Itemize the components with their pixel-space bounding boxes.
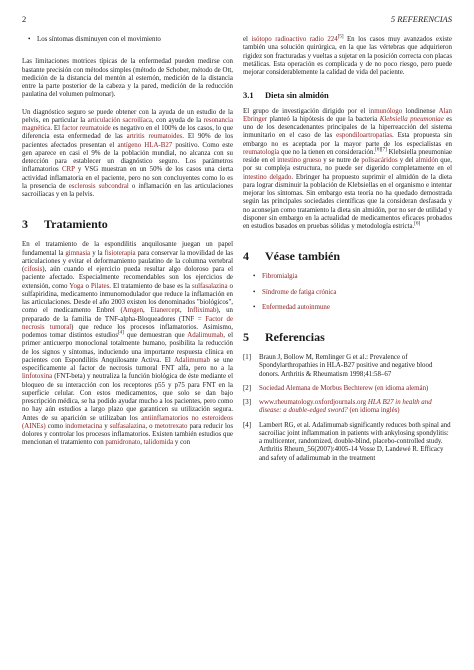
citation-4[interactable]: [4] bbox=[118, 330, 124, 336]
link-sociedad-alemana[interactable]: Sociedad Alemana de Morbus Bechterew (en idioma alemán) bbox=[259, 384, 429, 392]
link-gimnasia[interactable]: gimnasia bbox=[65, 249, 91, 257]
link-fisioterapia[interactable]: fisioterapia bbox=[104, 249, 136, 257]
link-intestino-delgado[interactable]: intestino delgado bbox=[243, 173, 292, 181]
link-pamidronato[interactable]: pamidronato bbox=[105, 439, 141, 447]
link-reumatologia[interactable]: reumatología bbox=[243, 148, 280, 156]
link-esclerosis-subcondral[interactable]: esclerosis subcondral bbox=[68, 182, 129, 190]
link-resonancia-magnetica[interactable]: resonancia magnética bbox=[22, 116, 234, 132]
list-item bbox=[253, 304, 452, 312]
link-fibromialgia[interactable]: Fibromialgia bbox=[262, 273, 298, 281]
citation-6-7[interactable]: [6][7] bbox=[375, 147, 387, 153]
paragraph-diagnostico: Un diagnóstico seguro se puede obtener con la ayuda de un estudio de la pelvis, en particular la articulación sacroilíaca, con ayuda de la resonancia magnética. El factor reumatoide es negativo en el 100% de los casos, lo que diferencia esta enfermedad de las artritis reumatoides. El 90% de los pacientes afectados presentan el antígeno HLA-B27 positivo. Como este gen aparece en casi el 9% de la población mundial, no alcanza con su detección para establecer un diagnóstico seguro. Los parámetros inflamatorios CRP y VSG muestran en un 50% de los casos una cierta actividad inflamatoria en el paciente, pero no son concluyentes como lo es la presencia de esclerosis subcondral o inflamación en las articulaciones sacroilíacas y en la pelvis. bbox=[22, 108, 234, 198]
section-heading-referencias: 5 Referencias bbox=[243, 330, 325, 344]
link-etanercept[interactable]: Etanercept bbox=[150, 307, 180, 315]
link-indometacina[interactable]: indometacina bbox=[65, 422, 103, 430]
running-title: 5 REFERENCIAS bbox=[390, 14, 452, 24]
section-heading-dieta: 3.1 Dieta sin almidón bbox=[243, 90, 329, 101]
link-espondiloartropatias[interactable]: espondiloartropatías bbox=[336, 132, 393, 140]
bullet-dot-icon: • bbox=[253, 303, 256, 311]
bullet-dot-icon: • bbox=[253, 288, 256, 296]
link-alan-ebringer[interactable]: Alan Ebringer bbox=[243, 107, 452, 123]
list-item bbox=[253, 273, 452, 281]
link-adalimumab-2[interactable]: Adalimumab bbox=[174, 356, 211, 364]
link-isotopo-radio-224[interactable]: isótopo radioactivo radio 224 bbox=[251, 36, 338, 43]
link-metotrexato[interactable]: metotrexato bbox=[154, 422, 188, 430]
paragraph-limitaciones: Las limitaciones motrices típicas de la enfermedad pueden medirse con bastante precisión con métodos simples (método de Schober, método de Ott, medición de la distancia del mentón al esternón, medición de la distancia entre la parte posterior de la cabeza y la pared, medición de la reducción paulatina del volumen pulmonar). bbox=[22, 58, 233, 99]
link-linfotoxina[interactable]: linfotoxina bbox=[22, 373, 53, 381]
link-articulacion-sacroiliaca[interactable]: articulación sacroilíaca bbox=[87, 116, 152, 124]
link-antigeno-hla-b27[interactable]: antígeno HLA-B27 bbox=[117, 141, 173, 149]
page-number: 2 bbox=[22, 14, 27, 24]
link-factor-reumatoide[interactable]: factor reumatoide bbox=[61, 125, 111, 132]
reference-item bbox=[243, 385, 452, 393]
link-almidon[interactable]: almidón bbox=[415, 157, 439, 164]
link-infliximab[interactable]: Infliximab bbox=[187, 307, 217, 315]
link-crp[interactable]: CRP bbox=[61, 166, 75, 174]
paragraph-tratamiento: En el tratamiento de la espondilitis anquilosante juegan un papel fundamental la gimnasia y la fisioterapia para conservar la movilidad de las articulaciones y evitar el deformamiento paulatino de la columna vertebral (cifosis), aún cuando el ejercicio pueda resultar algo doloroso para el paciente afectado. Especialmente recomendables son los ejercicios de extensión, como Yoga o Pilates. El tratamiento de base es la sulfasalazina o sulfapiridina, medicamento inmunomodulador que reduce la inflamación en las articulaciones. Desde el año 2003 existen los denominados "biológicos", como el medicamento Enbrel (Amgen, Etanercept, Infliximab), un preparado de la familia de TNF-alpha-Bloqueadores (TNF = Factor de necrosis tumoral) que reduce los procesos inflamatorios. Asimismo, podemos tomar distintos estudios[4] que demuestran que Adalimumab, el primer anticuerpo monoclonal totalmente humano, posibilita la reducción de los signos y síntomas, induciendo una importante respuesta clínica en pacientes con Espondilitis Anquilosante Activa. El Adalimumab se une específicamente al factor de necrosis tumoral FNT alfa, pero no a la linfotoxina (FNT-beta) y neutraliza la función biológica de éste mediante el bloqueo de su interacción con los receptores p55 y p75 para FNT en la superficie celular. Con estos medicamentos, que solo se dan bajo prescripción médica, se ha podido ayudar mucho a los pacientes, pero como no hay aún estudios a largo plazo que garanticen su utilización segura. Antes de su aparición se utilizaban los antiinflamatorios no esteroideos (AINEs) como indometacina y sulfasalazina, o metotrexato para reducir los dolores y controlar los procesos inflamatorios. Existen también estudios que mencionan el tratamiento con pamidronato, talidomida y con bbox=[22, 241, 234, 447]
reference-number: [4] bbox=[243, 421, 252, 429]
reference-text: Braun J, Bollow M, Remlinger G et al.: Prevalence of Spondylarthropathies in HLA-B27 positive and negative blood donors. Arthritis & Rheumatism 1998;41:58–67 bbox=[259, 354, 433, 378]
reference-text: Lambert RG, et al. Adalimumab significantly reduces both spinal and sacroiliac joint inflammation in patients with ankylosing spondylitis: a multicenter, randomized, double-blind, placebo-controlled study. Arthritis Rheum_56(2007):4005-14 Vosse D, Landewé R. Efficacy and safety of adalimumab in the treatment bbox=[259, 421, 451, 462]
citation-5[interactable]: [5] bbox=[337, 34, 344, 40]
bullet-dot-icon: • bbox=[253, 273, 256, 281]
bullet-dot-icon: • bbox=[28, 36, 31, 43]
link-cifosis[interactable]: cifosis bbox=[24, 266, 43, 273]
reference-number: [1] bbox=[243, 354, 252, 361]
citation-6[interactable]: [6] bbox=[414, 221, 421, 227]
reference-number: [3] bbox=[243, 399, 252, 406]
link-aines[interactable]: antiinflamatorios no esteroideos (AINEs) bbox=[22, 414, 233, 430]
right-column bbox=[243, 36, 452, 469]
reference-item bbox=[243, 354, 452, 379]
section-heading-vease: 4 Véase también bbox=[243, 249, 340, 264]
section-heading-tratamiento: 3 Tratamiento bbox=[22, 217, 108, 232]
link-sulfasalazina-2[interactable]: sulfasalazina bbox=[109, 422, 146, 430]
link-pilates[interactable]: Pilates bbox=[90, 282, 110, 290]
link-factor-necrosis-tumoral[interactable]: Factor de necrosis tumoral bbox=[22, 315, 233, 331]
link-talidomida[interactable]: talidomida bbox=[143, 439, 174, 447]
list-item bbox=[253, 289, 452, 297]
bullet-text: Los síntomas disminuyen con el movimiento bbox=[37, 36, 161, 43]
bullet-item bbox=[28, 36, 233, 44]
paragraph-quirurgica: el isótopo radioactivo radio 224[5] En los casos muy avanzados existe también una solución quirúrgica, en la que las vértebras que adquirieron rigidez son fracturadas y vueltas a sujetar en la posición correcta con placas metálicas. Esta operación es complicada y de no poco riesgo, pero puede mejorar considerablemente la calidad de vida del paciente. bbox=[243, 34, 452, 76]
reference-item bbox=[243, 422, 452, 463]
link-sulfasalazina[interactable]: sulfasalazina bbox=[191, 282, 228, 290]
paragraph-dieta: El grupo de investigación dirigido por el inmunólogo londinense Alan Ebringer planteó la hipótesis de que la bacteria Klebsiella pneumoniae es uno de los desencadenantes principales de la hiperreacción del sistema inmunitario en el caso de las espondiloartropatías. Esta propuesta sin embargo no es aceptada por la mayor parte de los especialistas en reumatología que no la tienen en consideración.[6][7] Klebsiella pneumoniae reside en el intestino grueso y se nutre de polisacáridos y del almidón que, por su compleja estructura, no puede ser digerido completamente en el intestino delgado. Ebringer ha propuesto suprimir el almidón de la dieta para lograr disminuir la población de Klebsiellas en el organismo e intentar mejorar los síntomas. Sin embargo esta teoría no ha quedado demostrada según las principales sociedades científicas que la consideran desfasada y no aconsejan como tratamiento la dieta sin almidón, por no ser de utilidad y disponer sin embargo en la actualidad de medicamentos eficaces probados en estudios basados en pruebas sólidas y metodología estricta.[6] bbox=[243, 107, 452, 230]
reference-item bbox=[243, 399, 452, 416]
link-inmunologo[interactable]: inmunólogo bbox=[368, 107, 403, 115]
link-hla-b27-article[interactable]: HLA B27 in health and disease: a double-edged sword? bbox=[259, 399, 432, 415]
link-adalimumab[interactable]: Adalimumab bbox=[187, 332, 224, 339]
link-sindrome-fatiga-cronica[interactable]: Síndrome de fatiga crónica bbox=[262, 288, 337, 296]
link-klebsiella-pneumoniae[interactable]: Klebsiella pneumoniae bbox=[379, 115, 444, 123]
see-also-list bbox=[243, 273, 452, 312]
link-enfermedad-autoinmune[interactable]: Enfermedad autoinmune bbox=[262, 303, 330, 311]
link-amgen[interactable]: Amgen bbox=[122, 307, 144, 315]
left-column bbox=[22, 36, 233, 457]
link-polisacaridos[interactable]: polisacáridos bbox=[361, 157, 398, 164]
reference-number: [2] bbox=[243, 384, 252, 392]
link-artritis-reumatoides[interactable]: artritis reumatoides bbox=[126, 133, 183, 141]
page-header bbox=[22, 14, 452, 26]
link-rheumatology-oxford[interactable]: www.rheumatology.oxfordjournals.org bbox=[259, 399, 367, 406]
link-yoga[interactable]: Yoga bbox=[69, 282, 84, 290]
link-intestino-grueso[interactable]: intestino grueso bbox=[277, 157, 322, 164]
link-idioma-ingles[interactable]: (en idioma inglés) bbox=[349, 407, 400, 415]
